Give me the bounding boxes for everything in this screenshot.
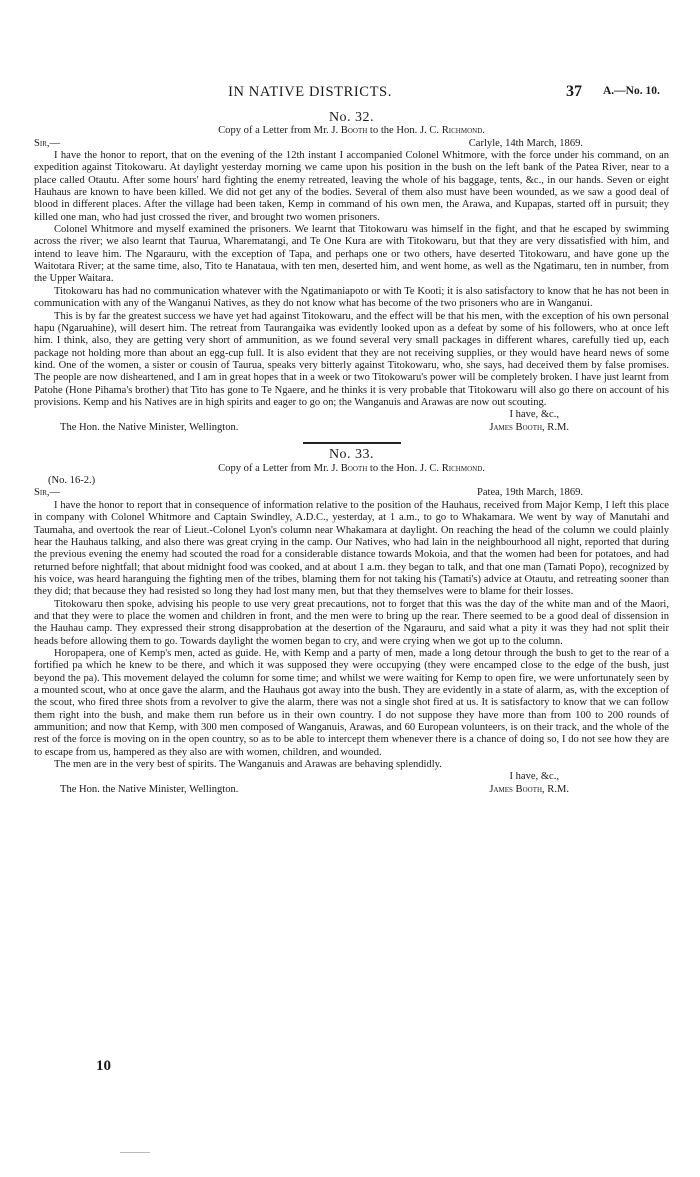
- salutation: Sir,—: [34, 487, 61, 499]
- addressee: The Hon. the Native Minister, Wellington.: [60, 421, 239, 433]
- paragraph: Titokowaru has had no communication whatever with the Ngatimaniapoto or with Te Kooti; it is also satisfactory to know that he has not been in communication with any of the Wanganui Natives, as they do not know what has become of the two prisoners who are in Wanganui.: [34, 285, 669, 310]
- letter-32: [34, 112, 669, 434]
- letter-33: [34, 449, 669, 796]
- running-title: IN NATIVE DISTRICTS.: [228, 84, 392, 100]
- letter-reference: (No. 16-2.): [48, 475, 96, 487]
- paragraph: I have the honor to report that in consequence of information relative to the position of the Hauhaus, received from Major Kemp, I left this place in company with Colonel Whitmore and Captain Swindley, A.D.C., yesterday, at 1 a.m., to go to Whakamara. We went by way of Manutahi and Taumaha, and overtook the rear of Lieut.-Colonel Lyon's column near Whakamara at daylight. On reaching the head of the column we could plainly hear the Hauhaus talking, and also there was great crying in the camp. Our Natives, who had lain in the neighbourhood all night, reported that during the previous evening the enemy had scouted the road for a considerable distance towards Mokoia, and that the women had been for potatoes, and had returned before nightfall; that about midnight food was cooked, and at about 1 a.m. they began to talk, and that one man (Tamati Popo), recognized by his voice, was heard haranguing the fighting men of the tribes, blaming them for not taking his (Tamati's) advice at Otautu, and retreating sooner than they did; that because they had resisted so long they had lost many men, but that they themselves were to blame for their losses.: [34, 499, 669, 598]
- salutation-row: [34, 487, 669, 499]
- paragraph: Colonel Whitmore and myself examined the prisoners. We learnt that Titokowaru was himself in the fight, and that he escaped by swimming across the river; we also learnt that Taurua, Wharematangi, and Te One Kura are with Titokowaru, but that they are very dissatisfied with him, and intend to leave him. The Ngarauru, with the exception of Tapa, and perhaps one or two others, have deserted Titokowaru, and have gone up the Waitotara River; at the same time, also, Tito te Hanataua, with ten men, deserted him, and went home, as well as the Ngatimaru, ten in number, from the Upper Waitara.: [34, 224, 669, 285]
- letter-number: No. 32.: [328, 110, 375, 125]
- section-divider: [303, 442, 401, 445]
- signature-row: [34, 784, 669, 796]
- signature: James Booth, R.M.: [489, 421, 569, 433]
- letter-title: Copy of a Letter from Mr. J. Booth to the Hon. J. C. Richmond.: [218, 462, 485, 474]
- signature-row: [34, 422, 669, 434]
- paragraph: The men are in the very best of spirits. The Wanganuis and Arawas are behaving splendidly.: [54, 759, 442, 771]
- signature: James Booth, R.M.: [489, 783, 569, 795]
- page-header: [0, 84, 700, 104]
- addressee: The Hon. the Native Minister, Wellington.: [60, 783, 239, 795]
- document-body: [34, 112, 669, 796]
- paragraph: Horopapera, one of Kemp's men, acted as guide. He, with Kemp and a party of men, made a long detour through the bush to get to the rear of a fortified pa which he knew to be there, and which it was supposed they were occupying (they were encamped close to the edge of the bush, just beyond the pa). This movement delayed the column for some time; and whilst we were waiting for Kemp to open fire, we were unfortunately seen by a mounted scout, who at once gave the alarm, and the Hauhaus got away into the bush. They are evidently in a state of alarm, as, with the exception of the scout, who fired three shots from a revolver to give the alarm, there was not a single shot fired at us. It is satisfactory to know that we can follow them right into the bush, and make them run before us in their own country. I do not suppose they have more than from 100 to 200 rounds of ammunition; and now that Kemp, with 300 men composed of Wanganuis, Arawas, and 60 European volunteers, is on their track, and the whole of the rest of the force is moving on in the open country, so as to be able to intercept them whenever there is a chance of doing so, I do not see how they are to escape from us, hampered as they also are with women, children, and wounded.: [34, 647, 669, 758]
- salutation-row: [34, 138, 669, 150]
- letter-title: Copy of a Letter from Mr. J. Booth to the Hon. J. C. Richmond.: [218, 125, 485, 137]
- paragraph: I have the honor to report, that on the evening of the 12th instant I accompanied Colonel Whitmore, with the force under his command, on an expedition against Titokowaru. At daylight yesterday morning we came upon his position in the bush on the left bank of the Patea River, near to a place called Otautu. After some hours' hard fighting the enemy retreated, leaving the whole of his baggage, tents, &c., in our hands. Seven or eight Hauhaus are known to have been killed. We did not get any of the bodies. Several of them also must have been wounded, as we saw a good deal of blood in different places. After the village had been taken, Kemp in command of his own men, the Arawa, and Kupapas, started off in pursuit; they killed one man, who had just crossed the river, and brought two women prisoners.: [34, 150, 669, 223]
- paragraph: This is by far the greatest success we have yet had against Titokowaru, and the effect will be that his men, with the exception of his own personal hapu (Ngaruahine), will desert him. The retreat from Taurangaika was evidently looked upon as a defeat by some of his followers, who at once left him. I think, also, they are getting very short of ammunition, as we found several very small packages in different whares, carefully tied up, each package not holding more than about an egg-cup full. It is also evident that they are not receiving supplies, or they would have heard news of some kind. One of the women, a sister or cousin of Taurua, speaks very bitterly against Titokowaru, who, she says, had deceived them by false promises. The people are now disheartened, and I am in great hopes that in a week or two Titokowaru's power will be completely broken. I have just learnt from Patohe (Hone Pihama's brother) that Tito has gone to Te Ngaere, and he thinks it is very probable that Titokowaru will also go there on account of his provisions. Kemp and his Natives are in high spirits and eager to go on; the Wanganuis and Arawas are now out scouting.: [34, 310, 669, 408]
- place-date: Patea, 19th March, 1869.: [476, 487, 583, 499]
- letter-number: No. 33.: [328, 447, 375, 463]
- page-rule: [120, 1152, 150, 1153]
- closing: I have, &c.,: [509, 409, 559, 421]
- closing: I have, &c.,: [509, 771, 559, 783]
- place-date: Carlyle, 14th March, 1869.: [468, 137, 583, 149]
- page-number: 37: [566, 83, 582, 100]
- paper-reference: A.—No. 10.: [603, 85, 660, 97]
- paragraph: Titokowaru then spoke, advising his people to use very great precautions, not to forget that this was the day of the white man and of the Maori, and that they were to place the women and children in front, and the men were to bring up the rear. There seemed to be a good deal of dissension in the Hauhau camp. They expressed their strong disapprobation at the desertion of the Ngarauru, and said what a pity it was they had not split their heads before allowing them to go. Towards daylight the women began to cry, and were crying when we got up to the column.: [34, 598, 669, 647]
- signature-mark: 10: [96, 1058, 111, 1074]
- salutation: Sir,—: [34, 137, 61, 149]
